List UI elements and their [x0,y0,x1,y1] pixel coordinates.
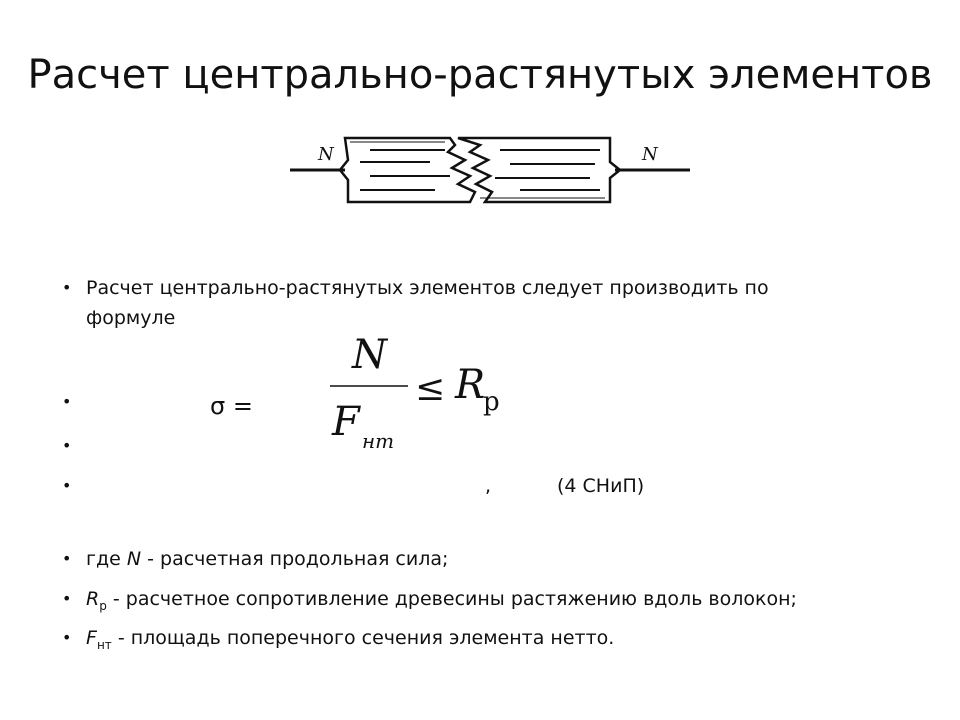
sigma-equals: σ = [210,392,253,420]
formula-rhs: R [455,362,486,408]
def-n-text: где N - расчетная продольная сила; [86,548,449,570]
formula-denominator: F [332,399,360,445]
right-force-label: N [642,144,658,165]
bullet-marker: • [62,549,72,568]
strength-formula [320,330,540,460]
tension-joint-figure [280,120,700,215]
snip-reference: (4 СНиП) [557,475,645,497]
left-member [340,138,475,202]
right-member [458,138,620,202]
formula-numerator: N [352,332,387,378]
slide-title: Расчет центрально-растянутых элементов [27,52,933,98]
bullet-marker: • [62,278,72,297]
formula-comma: , [485,475,492,497]
def-f-text: $F_{нт}$ - площадь поперечного сечения элемента нетто. [86,627,615,652]
bullet-marker: • [62,628,72,647]
formula-denominator-sub: нт [362,429,395,453]
left-force-label: N [318,144,334,165]
intro-line-2: формуле [86,307,176,329]
intro-line-1: Расчет центрально-растянутых элементов следует производить по [86,277,769,299]
formula-rhs-sub: р [483,387,500,417]
bullet-marker: • [62,589,72,608]
bullet-marker: • [62,476,72,495]
bullet-marker: • [62,392,72,411]
formula-relation: ≤ [415,368,446,409]
def-r-text: $R_р$ - расчетное сопротивление древесины растяжению вдоль волокон; [86,588,797,613]
bullet-marker: • [62,436,72,455]
